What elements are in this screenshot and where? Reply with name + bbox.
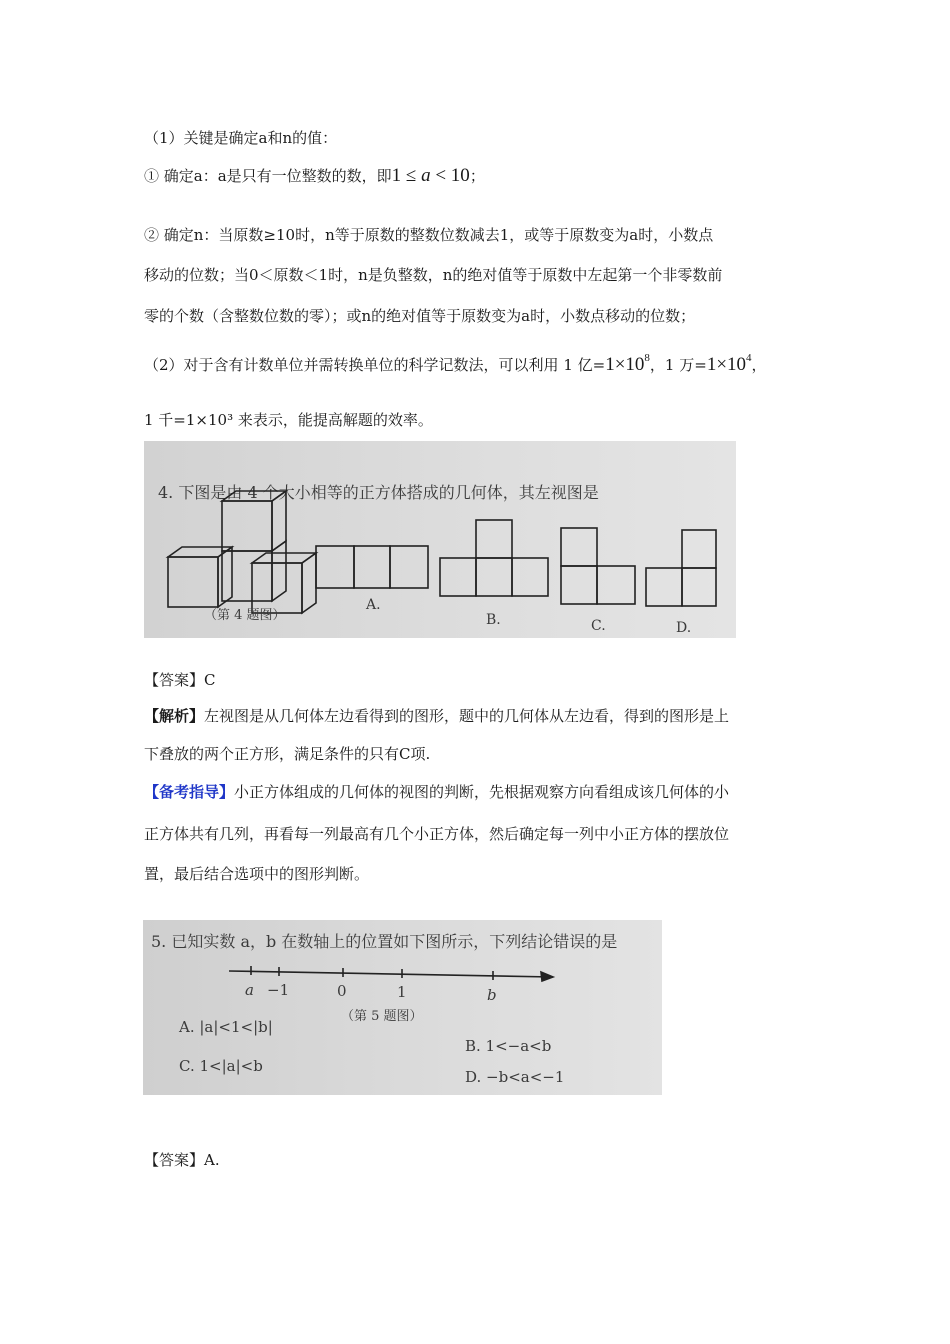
option-b-label: B. [486, 612, 501, 628]
answer-label: 【答案】 [144, 671, 205, 689]
paragraph-key-point [144, 128, 337, 148]
question-5-figure [143, 920, 662, 1095]
option-a: A. |a|<1<|b| [179, 1018, 273, 1036]
text: 置，最后结合选项中的图形判断。 [144, 865, 370, 883]
math-base: 1×10 [706, 354, 747, 375]
axis-label-minus-1: −1 [267, 981, 290, 999]
text: 移动的位数；当0＜原数＜1时，n是负整数，n的绝对值等于原数中左起第一个非零数前 [144, 266, 723, 284]
question-4-photo [144, 441, 736, 638]
option-d-label: D. [676, 620, 692, 636]
math-yi [605, 354, 650, 375]
text: ； [469, 167, 485, 185]
paragraph-determine-n-3 [144, 306, 695, 326]
question-4-text: 4. 下图是由 4 个大小相等的正方体搭成的几何体，其左视图是 [158, 483, 599, 502]
text: ① 确定a：a是只有一位整数的数，即 [144, 167, 392, 185]
question-5-text: 5. 已知实数 a，b 在数轴上的位置如下图所示，下列结论错误的是 [151, 932, 618, 951]
math-exponent: 4 [746, 352, 752, 364]
answer-label: 【答案】 [144, 1151, 205, 1169]
text: ， [751, 356, 767, 374]
paragraph-determine-n-1 [144, 225, 713, 245]
answer-4 [144, 670, 216, 690]
option-b: B. 1<−a<b [465, 1037, 552, 1055]
math-var: a [421, 165, 431, 186]
text: ，1 万= [649, 356, 707, 374]
text: 下叠放的两个正方形，满足条件的只有C项. [144, 745, 431, 763]
question-5-figure-label: （第 5 题图） [341, 1009, 423, 1024]
answer-value: A. [204, 1151, 220, 1169]
axis-label-1: 1 [397, 983, 407, 1001]
axis-label-a: a [245, 981, 254, 999]
guide-4-line-2 [144, 824, 729, 844]
math-exponent: 8 [644, 352, 650, 364]
paragraph-determine-a [144, 166, 485, 186]
text: 正方体共有几列，再看每一列最高有几个小正方体，然后确定每一列中小正方体的摆放位 [144, 825, 730, 843]
analysis-4-line-2 [144, 744, 430, 764]
option-d: D. −b<a<−1 [465, 1068, 565, 1086]
guide-4-line-3 [144, 864, 369, 884]
inequality-math [392, 165, 470, 186]
guide-label: 【备考指导】 [144, 783, 235, 801]
answer-value: C [204, 671, 216, 689]
axis-label-0: 0 [337, 982, 347, 1000]
math-wan [707, 354, 752, 375]
math-left: 1 ≤ [391, 165, 422, 186]
axis-label-b: b [487, 986, 497, 1004]
text: 零的个数（含整数位数的零）；或n的绝对值等于原数变为a时，小数点移动的位数； [144, 307, 696, 325]
math-base: 1×10 [605, 354, 645, 375]
analysis-label: 【解析】 [144, 707, 205, 725]
answer-5 [144, 1150, 220, 1170]
paragraph-units [144, 348, 767, 375]
paragraph-qian [144, 410, 433, 430]
option-c: C. 1<|a|<b [179, 1057, 263, 1075]
guide-4-line-1 [144, 782, 729, 802]
question-4-figure [144, 441, 736, 638]
text: ② 确定n：当原数≥10时，n等于原数的整数位数减去1，或等于原数变为a时，小数点 [144, 226, 714, 244]
text: （1）关键是确定a和n的值： [144, 129, 338, 147]
paragraph-determine-n-2 [144, 265, 722, 285]
question-5-photo [143, 920, 662, 1095]
option-c-label: C. [591, 618, 606, 634]
analysis-4-line-1 [144, 706, 729, 726]
text: 小正方体组成的几何体的视图的判断，先根据观察方向看组成该几何体的小 [234, 783, 730, 801]
question-4-figure-label: （第 4 题图） [204, 608, 286, 623]
option-a-label: A. [366, 597, 381, 613]
text: 1 千=1×10³ 来表示，能提高解题的效率。 [144, 411, 433, 429]
math-right: < 10 [430, 165, 470, 186]
text: 左视图是从几何体左边看得到的图形，题中的几何体从左边看，得到的图形是上 [204, 707, 730, 725]
text: （2）对于含有计数单位并需转换单位的科学记数法，可以利用 1 亿= [144, 356, 606, 374]
